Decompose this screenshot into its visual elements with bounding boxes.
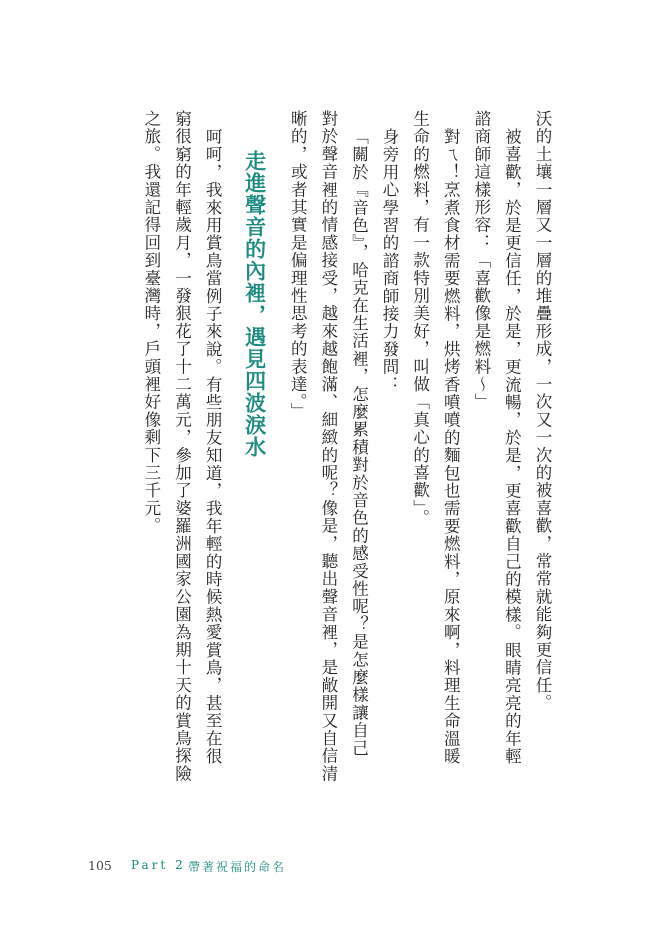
paragraph-line: 「關於『音色』，哈克在生活裡，怎麼累積對於音色的感受性呢？是怎麼樣讓自己 <box>349 128 369 757</box>
paragraph-line: 窮很窮的年輕歲月，一發狠花了十二萬元，參加了婆羅洲國家公園為期十天的賞鳥探險 <box>172 110 192 783</box>
paragraph-line: 生命的燃料，有一款特別美好，叫做「真心的喜歡」。 <box>410 110 430 527</box>
paragraph-line: 對於聲音裡的情感接受，越來越飽滿、細緻的呢？像是，聽出聲音裡，是敞開又自信清 <box>318 110 338 783</box>
paragraph-line: 晰的，或者其實是偏理性思考的表達。」 <box>288 110 308 421</box>
page-number: 105 <box>88 858 112 873</box>
chapter-title: 帶著祝福的命名 <box>188 860 287 874</box>
part-label: Part 2 <box>131 858 186 872</box>
vertical-text-block <box>135 110 557 840</box>
paragraph-line: 被喜歡，於是更信任，於是，更流暢，於是，更喜歡自己的模樣。眼睛亮亮的年輕 <box>502 128 522 766</box>
paragraph-line: 諮商師這樣形容：「喜歡像是燃料～」 <box>471 110 491 411</box>
section-heading: 走進聲音的內裡，遇見四波淚水 <box>242 150 267 458</box>
paragraph-line: 呵呵，我來用賞鳥當例子來說。有些朋友知道，我年輕的時候熱愛賞鳥，甚至在很 <box>203 128 223 766</box>
paragraph-line: 對ㄟ！烹煮食材需要燃料，烘烤香噴噴的麵包也需要燃料，原來啊，料理生命溫暖 <box>441 128 461 766</box>
paragraph-line: 身旁用心學習的諮商師接力發問： <box>380 128 400 394</box>
paragraph-line: 之旅。我還記得回到臺灣時，戶頭裡好像剩下三千元。 <box>141 110 161 535</box>
paragraph-line: 沃的土壤一層又一層的堆疊形成，一次又一次的被喜歡，常常就能夠更信任。 <box>533 110 552 712</box>
